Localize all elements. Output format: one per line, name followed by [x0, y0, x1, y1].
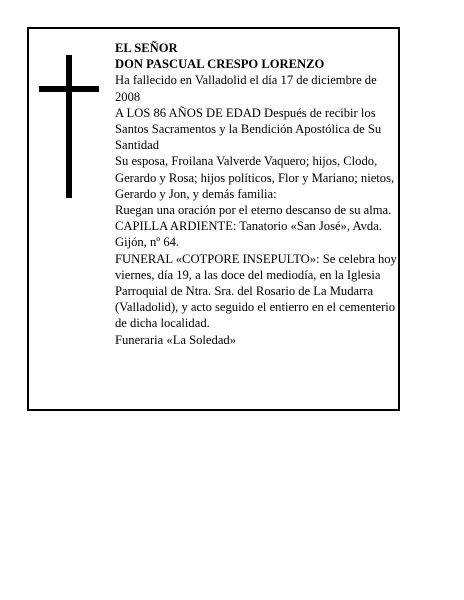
cross-vertical-bar [66, 55, 72, 198]
funeral-home-paragraph: Funeraria «La Soledad» [115, 332, 236, 347]
cross-icon [39, 55, 99, 198]
obituary-notice [27, 27, 400, 411]
funeral-paragraph: FUNERAL «COTPORE INSEPULTO»: Se celebra hoy viernes, día 19, a las doce del mediodía, en la Iglesia Parroquial de Ntra. Sra. del Rosario de La Mudarra (Valladolid), y acto seguido el entierro en el cementerio de dicha localidad. [115, 251, 397, 331]
deceased-name: DON PASCUAL CRESPO LORENZO [115, 57, 325, 72]
notice-text [115, 40, 398, 348]
age-sacraments-paragraph: A LOS 86 AÑOS DE EDAD Después de recibir los Santos Sacramentos y la Bendición Apostólica de Su Santidad [115, 105, 382, 153]
family-paragraph: Su esposa, Froilana Valverde Vaquero; hijos, Clodo, Gerardo y Rosa; hijos políticos, Flor y Mariano; nietos, Gerardo y Jon, y demás familia: [115, 154, 395, 201]
notice-title: EL SEÑOR [115, 41, 178, 55]
cross-horizontal-bar [39, 86, 99, 92]
death-date-paragraph: Ha fallecido en Valladolid el día 17 de diciembre de 2008 [115, 73, 377, 104]
prayer-request-paragraph: Ruegan una oración por el eterno descanso de su alma. [115, 203, 392, 218]
chapel-paragraph: CAPILLA ARDIENTE: Tanatorio «San José», Avda. Gijón, nº 64. [115, 219, 382, 250]
